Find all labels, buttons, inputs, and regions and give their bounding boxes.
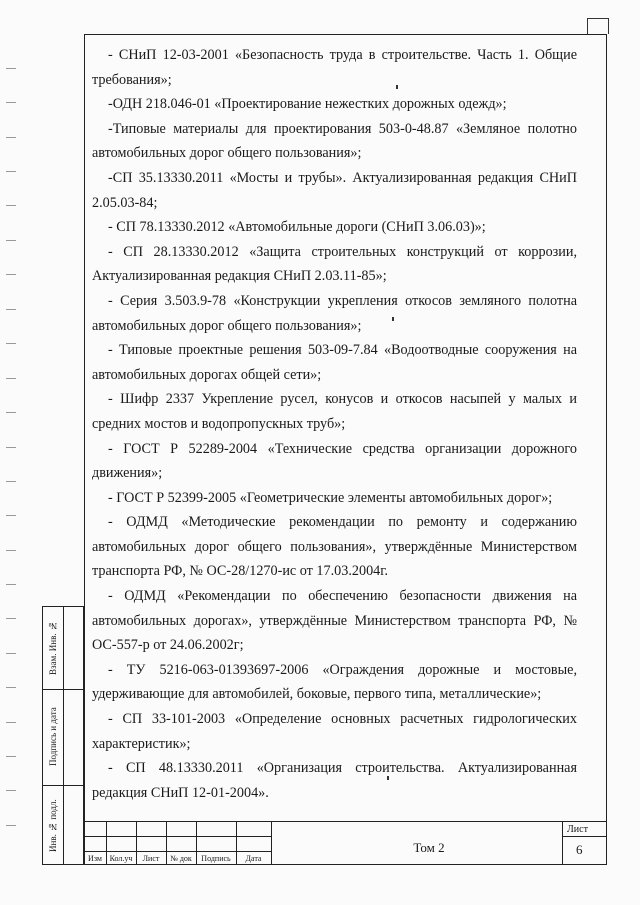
col-header-kol-uch: Кол.уч xyxy=(109,854,133,863)
list-item: - ОДМД «Рекомендации по обеспечению безопасности движения на автомобильных дорогах», утверждённые Министерством транспорта РФ, № ОС-557-р от 24.06.2002г; xyxy=(92,588,577,654)
vzam-inv-label: Взам. Инв. № xyxy=(48,621,58,675)
side-stamp xyxy=(42,606,84,865)
list-item: -ОДН 218.046-01 «Проектирование нежестких дорожных одежд»; xyxy=(108,96,507,113)
list-item: - СП 48.13330.2011 «Организация строительства. Актуализированная редакция СНиП 12-01-2004». xyxy=(92,760,577,801)
list-item: - СП 78.13330.2012 «Автомобильные дороги (СНиП 3.06.03)»; xyxy=(108,219,486,236)
list-item: - СП 33-101-2003 «Определение основных расчетных гидрологических характеристик»; xyxy=(92,711,577,752)
list-item: -СП 35.13330.2011 «Мосты и трубы». Актуализированная редакция СНиП 2.05.03-84; xyxy=(92,169,577,211)
document-body xyxy=(92,43,577,805)
col-header-n-dok: № док xyxy=(170,854,192,863)
inv-podl-label: Инв. № подл. xyxy=(48,799,58,852)
volume-label: Том 2 xyxy=(413,840,445,855)
list-item: -Типовые материалы для проектирования 503-0-48.87 «Земляное полотно автомобильных дорог общего пользования»; xyxy=(92,120,577,162)
list-item: - ГОСТ Р 52399-2005 «Геометрические элементы автомобильных дорог»; xyxy=(108,489,553,506)
col-header-data: Дата xyxy=(245,854,262,863)
title-block xyxy=(84,821,607,865)
sheet-number: 6 xyxy=(576,842,583,857)
col-header-list: Лист xyxy=(142,854,160,863)
list-item: - Серия 3.503.9-78 «Конструкции укрепления откосов земляного полотна автомобильных дорог общего пользования»; xyxy=(92,292,577,334)
top-right-corner-box xyxy=(587,18,609,34)
list-item: - Шифр 2337 Укрепление русел, конусов и откосов насыпей у малых и средних мостов и водопропускных труб»; xyxy=(92,391,577,432)
list-item: - СНиП 12-03-2001 «Безопасность труда в строительстве. Часть 1. Общие требования»; xyxy=(92,47,577,88)
scan-speck xyxy=(392,317,394,321)
list-item: - ГОСТ Р 52289-2004 «Технические средства организации дорожного движения»; xyxy=(92,440,577,482)
podpis-data-label: Подпись и дата xyxy=(48,707,58,767)
list-item: - ТУ 5216-063-01393697-2006 «Ограждения дорожные и мостовые, удерживающие для автомобилей, боковые, первого типа, металлические»; xyxy=(92,661,577,703)
col-header-izm: Изм xyxy=(88,854,102,863)
scan-speck xyxy=(387,776,389,780)
scan-speck xyxy=(396,85,398,89)
sheet-label: Лист xyxy=(567,824,588,835)
list-item: - Типовые проектные решения 503-09-7.84 «Водоотводные сооружения на автомобильных дорогах общей сети»; xyxy=(92,342,577,383)
col-header-podpis: Подпись xyxy=(201,854,231,863)
list-item: - СП 28.13330.2012 «Защита строительных конструкций от коррозии, Актуализированная редакция СНиП 2.03.11-85»; xyxy=(92,243,577,285)
list-item: - ОДМД «Методические рекомендации по ремонту и содержанию автомобильных дорог общего пользования», утверждённые Министерством транспорта РФ, № ОС-28/1270-ис от 17.03.2004г. xyxy=(92,514,577,580)
